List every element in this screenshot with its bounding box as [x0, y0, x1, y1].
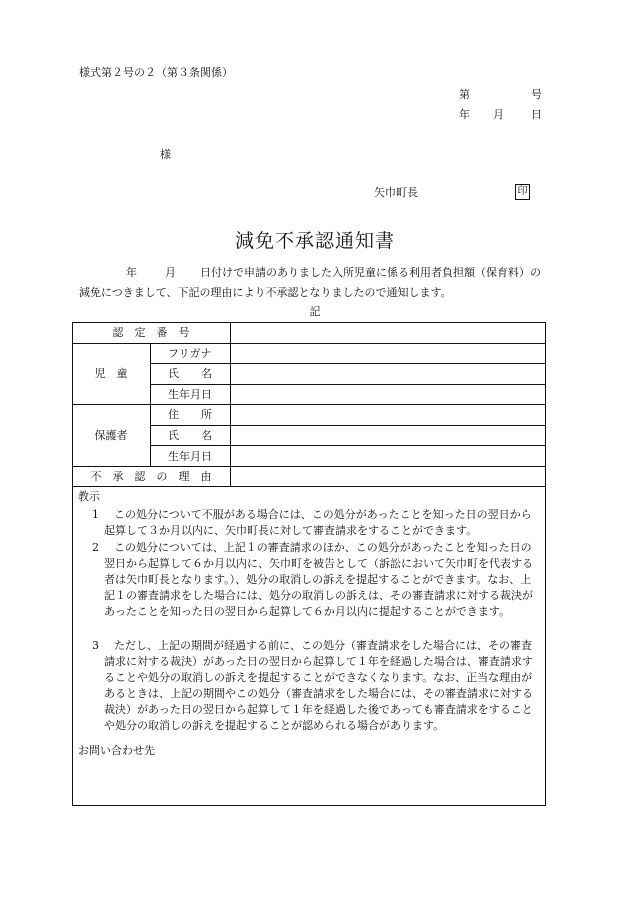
guardian-birthdate-label: 生年月日 [168, 450, 212, 463]
child-furigana-label: フリガナ [168, 347, 212, 360]
intro-line-2: 減免につきまして、下記の理由により不承認となりましたので通知します。 [79, 286, 452, 299]
intro-month: 月 [165, 266, 176, 279]
reason-label: 不 承 認 の 理 由 [90, 470, 212, 483]
date-month-label: 月 [493, 108, 504, 121]
doc-number-suffix: 号 [531, 88, 542, 101]
notice-item-2: この処分については、上記１の審査請求のほか、この処分があったことを知った日の翌日から起算して６か月以内に、矢巾町を被告として（訴訟において矢巾町を代表する者は矢巾町長となります。）、処分の取消しの訴えを提起することができます。なお、上記１の審査請求をした場合には、処分の取消しの訴えは、その審査請求に対する裁決があったことを知った日の翌日から起算して６か月以内に提起することができます。 [104, 541, 533, 618]
intro-year: 年 [126, 266, 137, 279]
notice-item-3: ただし、上記の期間が経過する前に、この処分（審査請求をした場合には、その審査請求に対する裁決）があった日の翌日から起算して１年を経過した場合は、審査請求することや処分の取消しの訴えを提起することができなくなります。なお、正当な理由があるときは、上記の期間やこの処分（審査請求をした場合には、その審査請求に対する裁決）があった日の翌日から起算して１年を経過した後であっても審査請求をすることや処分の取消しの訴えを提起することが認められる場合があります。 [104, 639, 533, 732]
date-year-label: 年 [459, 108, 470, 121]
child-birthdate-label: 生年月日 [168, 388, 212, 401]
form-number: 様式第２号の２（第３条関係） [79, 66, 233, 79]
addressee-honorific: 様 [160, 148, 171, 161]
doc-number-prefix: 第 [459, 88, 470, 101]
notice-item-1: この処分について不服がある場合には、この処分があったことを知った日の翌日から起算して３か月以内に、矢巾町長に対して審査請求をすることができます。 [104, 508, 532, 537]
page-title: 減免不承認通知書 [234, 230, 395, 252]
notice-table [72, 322, 546, 806]
date-day-label: 日 [531, 108, 542, 121]
notice-item-1-number: 1 [92, 508, 99, 521]
guardian-label: 保護者 [94, 429, 128, 442]
child-label: 児 童 [94, 367, 128, 380]
contact-label: お問い合わせ先 [78, 744, 155, 757]
guardian-name-label: 氏 名 [168, 429, 212, 442]
notice-item-2-number: 2 [92, 541, 99, 554]
guardian-address-label: 住 所 [168, 408, 212, 421]
issuer-name: 矢巾町長 [374, 186, 418, 199]
child-name-label: 氏 名 [168, 367, 212, 380]
intro-line-1 [78, 266, 541, 280]
seal-box: 印 [515, 184, 530, 200]
cert-number-label: 認 定 番 号 [112, 326, 190, 339]
intro-line-1-text: 日付けで申請のありました入所児童に係る利用者負担額（保育料）の [200, 266, 541, 279]
notice-item-3-number: 3 [92, 639, 99, 652]
ki-heading: 記 [309, 305, 321, 318]
notice-heading: 教示 [78, 490, 100, 503]
